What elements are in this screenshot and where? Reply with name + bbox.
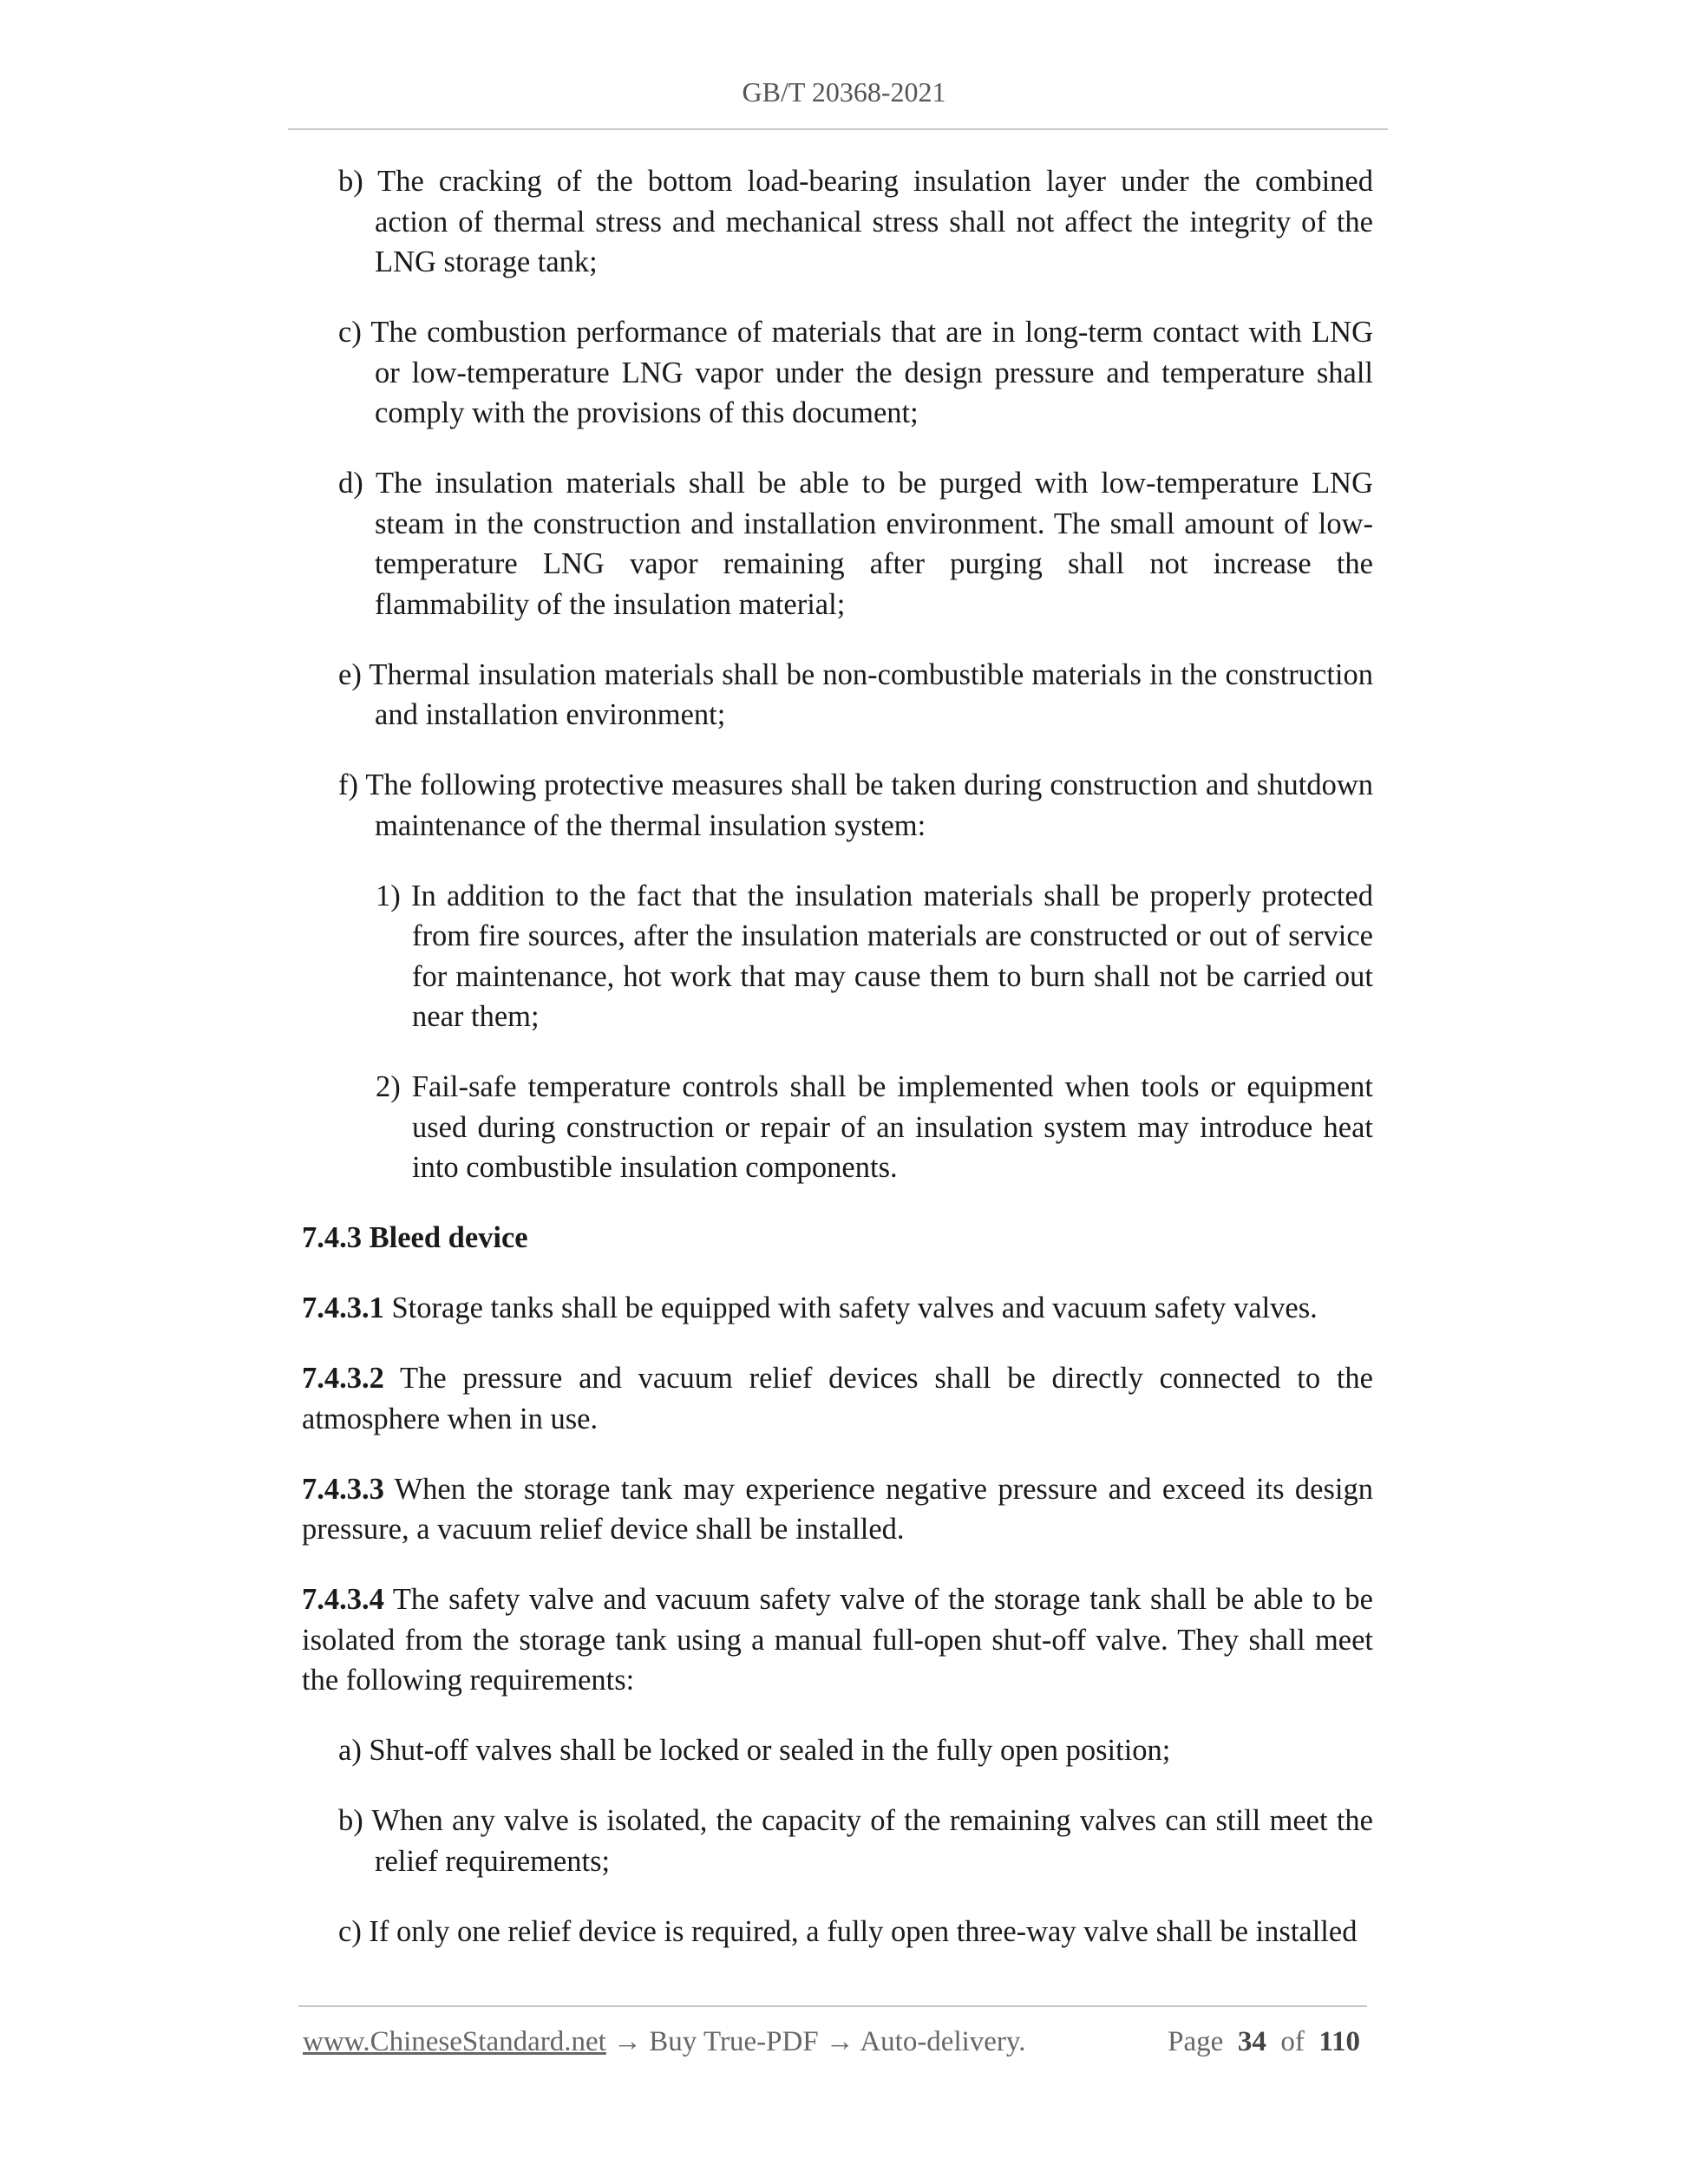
document-id-header: GB/T 20368-2021 [742, 76, 946, 108]
buy-pdf-text: Buy True-PDF [649, 2026, 819, 2057]
footer-promo [303, 2026, 1026, 2058]
header-divider [288, 128, 1388, 130]
arrow-right-icon: → [825, 2026, 854, 2057]
website-link[interactable]: www.ChineseStandard.net [303, 2026, 606, 2057]
page-number [1168, 2026, 1360, 2058]
clause-text: The pressure and vacuum relief devices shall be directly connected to the atmosphere when in use. [302, 1362, 1373, 1435]
clause-number: 7.4.3.2 [302, 1362, 384, 1395]
list-item-c: c) The combustion performance of materials that are in long-term contact with LNG or low-temperature LNG vapor under the design pressure and temperature shall comply with the provisions of this document; [338, 316, 1373, 429]
section-heading: 7.4.3 Bleed device [302, 1221, 528, 1254]
list-item-b: b) The cracking of the bottom load-bearing insulation layer under the combined action of thermal stress and mechanical stress shall not affect the integrity of the LNG storage tank; [338, 165, 1373, 278]
footer-divider [298, 2005, 1367, 2007]
sub-item-2: 2) Fail-safe temperature controls shall be implemented when tools or equipment used during construction or repair of an insulation system may introduce heat into combustible insulation components. [376, 1070, 1373, 1184]
clause-7-4-3-2 [302, 1358, 1373, 1439]
clause-text: When the storage tank may experience negative pressure and exceed its design pressure, a vacuum relief device shall be installed. [302, 1472, 1373, 1546]
list-item-a: a) Shut-off valves shall be locked or sealed in the fully open position; [338, 1734, 1171, 1767]
list-item-f: f) The following protective measures shall be taken during construction and shutdown maintenance of the thermal insulation system: [338, 768, 1373, 842]
protective-measures-list [302, 876, 1373, 1188]
clause-number: 7.4.3.3 [302, 1472, 384, 1506]
list-item-b2: b) When any valve is isolated, the capacity of the remaining valves can still meet the relief requirements; [338, 1804, 1373, 1878]
shutoff-requirements-list [302, 1730, 1373, 1952]
clause-number: 7.4.3.1 [302, 1291, 384, 1324]
page-label: Page [1168, 2026, 1224, 2057]
page-content [302, 161, 1373, 1952]
list-item-c2: c) If only one relief device is required, a fully open three-way valve shall be installed [338, 1914, 1358, 1948]
list-item-d: d) The insulation materials shall be able to be purged with low-temperature LNG steam in the construction and installation environment. The small amount of low-temperature LNG vapor remaining after purging shall not increase the flammability of the insulation material; [338, 467, 1373, 621]
list-item-e: e) Thermal insulation materials shall be non-combustible materials in the construction and installation environment; [338, 657, 1373, 731]
auto-delivery-text: Auto-delivery. [860, 2026, 1026, 2057]
current-page: 34 [1237, 2026, 1266, 2057]
requirements-list [302, 161, 1373, 846]
clause-text: Storage tanks shall be equipped with safety valves and vacuum safety valves. [383, 1291, 1318, 1324]
arrow-right-icon: → [613, 2026, 643, 2057]
clause-7-4-3-1 [302, 1288, 1373, 1329]
clause-7-4-3-3 [302, 1469, 1373, 1550]
clause-text: The safety valve and vacuum safety valve of the storage tank shall be able to be isolated from the storage tank using a manual full-open shut-off valve. They shall meet the following requirements: [302, 1583, 1373, 1697]
sub-item-1: 1) In addition to the fact that the insulation materials shall be properly protected from fire sources, after the insulation materials are constructed or out of service for maintenance, hot work that may cause them to burn shall not be carried out near them; [376, 879, 1373, 1033]
page-footer [303, 2026, 1367, 2064]
total-pages: 110 [1318, 2026, 1360, 2057]
of-label: of [1280, 2026, 1305, 2057]
clause-7-4-3-4 [302, 1579, 1373, 1701]
clause-number: 7.4.3.4 [302, 1583, 384, 1616]
